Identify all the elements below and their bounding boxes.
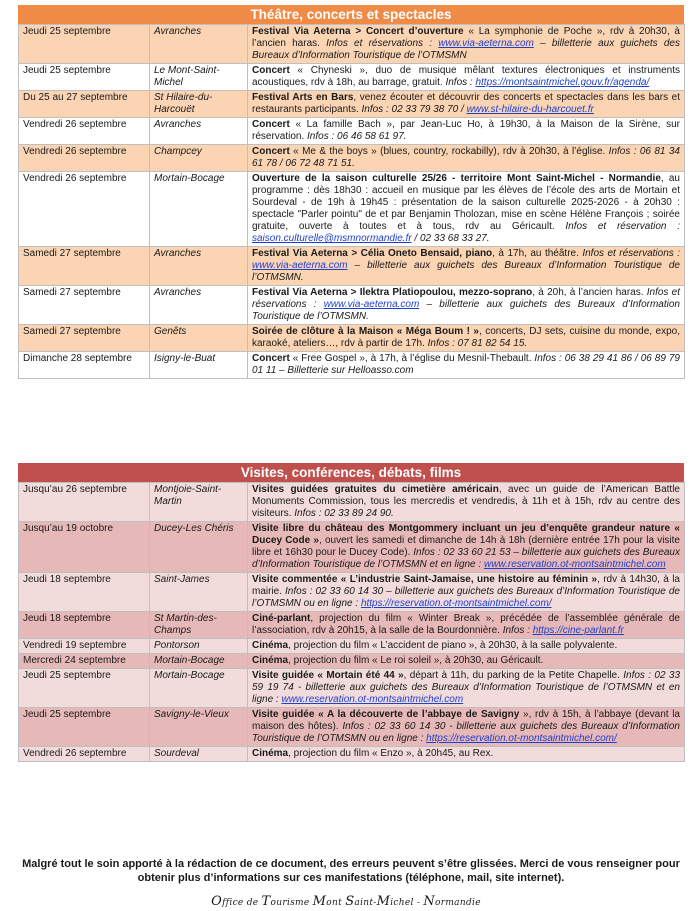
event-text: , avec un guide de l’American Battle Monuments Commission, tous les mercredis et vendredis, à 11h et à 15h, rdv au centre des visiteurs. (252, 484, 680, 519)
event-row (19, 64, 685, 91)
event-title: Ciné-parlant (252, 613, 311, 624)
event-text: , rdv à 14h30, à la mairie. (252, 574, 680, 597)
event-place: Ducey-Les Chéris (150, 522, 248, 573)
event-title: Cinéma (252, 748, 289, 759)
event-title: Visite commentée « L’industrie Saint-Jamaise, une histoire au féminin » (252, 574, 598, 585)
event-title: Cinéma (252, 655, 289, 666)
event-description (248, 325, 685, 352)
event-row (19, 708, 685, 747)
event-text: , projection du film « Winter Break », précédée de l’assemblée générale de l’association, rdv à 20h15, à la salle de la Bourdonnière. (252, 613, 680, 636)
event-place: Avranches (150, 118, 248, 145)
event-date: Jeudi 25 septembre (19, 64, 150, 91)
event-row (19, 145, 685, 172)
event-info: Infos et réservations : (252, 287, 680, 310)
event-link[interactable]: https://montsaintmichel.gouv.fr/agenda/ (475, 77, 650, 88)
event-date: Vendredi 26 septembre (19, 145, 150, 172)
event-place: Le Mont-Saint-Michel (150, 64, 248, 91)
event-place: Sourdeval (150, 747, 248, 762)
event-description (248, 247, 685, 286)
event-link[interactable]: www.st-hilaire-du-harcouet.fr (466, 104, 594, 115)
event-row (19, 172, 685, 247)
event-title: Concert (252, 146, 290, 157)
event-row (19, 573, 685, 612)
event-info: Infos : 02 33 59 19 74 - billetterie aux guichets des Bureaux d’Information Touristique de l’OTMSMN et en ligne : (252, 670, 681, 705)
event-text: , projection du film « Le roi soleil », à 20h30, au Géricault. (288, 655, 544, 666)
event-title: Festival Via Aeterna > Ilektra Platiopoulou, mezzo-soprano (252, 287, 533, 298)
event-row (19, 654, 685, 669)
event-date: Jeudi 18 septembre (19, 573, 150, 612)
event-link[interactable]: www.reservation.ot-montsaintmichel.com (281, 694, 464, 705)
event-place: Saint-James (150, 573, 248, 612)
event-row (19, 639, 685, 654)
event-row (19, 286, 685, 325)
event-info: Infos : 06 38 29 41 86 / 06 89 79 01 11 – Billetterie sur Helloasso.com (252, 353, 680, 376)
event-description (248, 708, 685, 747)
event-place: Champcey (150, 145, 248, 172)
section-visites (18, 463, 684, 762)
event-description (248, 64, 685, 91)
event-date: Samedi 27 septembre (19, 325, 150, 352)
event-place: Savigny-le-Vieux (150, 708, 248, 747)
event-row (19, 669, 685, 708)
section-title: Visites, conférences, débats, films (18, 463, 684, 482)
event-text: , départ à 11h, du parking de la Petite Chapelle. (403, 670, 624, 681)
event-row (19, 612, 685, 639)
event-text: , au programme : dès 18h30 : accueil en musique par les élèves de l’école des arts de Mortain et Sourdeval - de 19h à 19h45 : présentation de la saison culturelle 2025-2026 - à 20h30 : spectacle "Parler pointu" de et par Benjamin Tholozan, mise en scène Hélène François ; soirée gratuite, ouverte à toutes et à tous, rdv au Géricault. (252, 173, 680, 232)
event-text: « Free Gospel », à 17h, à l’église du Mesnil-Thebault. (289, 353, 535, 364)
event-info: Infos et réservation : (565, 221, 680, 232)
event-title: Festival Via Aeterna > Concert d’ouverture (252, 26, 464, 37)
event-description (248, 654, 685, 669)
event-title: Festival Via Aeterna > Célia Oneto Bensaid, piano (252, 248, 493, 259)
event-description (248, 522, 685, 573)
events-table (18, 24, 685, 379)
event-date: Jusqu’au 26 septembre (19, 483, 150, 522)
event-row (19, 118, 685, 145)
event-description (248, 25, 685, 64)
event-row (19, 522, 685, 573)
event-info: Infos : 02 33 79 38 70 / (361, 104, 467, 115)
event-text: « La famille Bach », par Jean-Luc Ho, à 19h30, à la Maison de la Sirène, sur réservation. (252, 119, 680, 142)
signature-logo: Office de Tourisme Mont Saint-Michel - Normandie (211, 894, 481, 909)
event-link[interactable]: www.via-aeterna.com (323, 299, 420, 310)
event-info: Infos : 02 33 60 14 30 – billetterie aux guichets des Bureaux d’Information Touristique de l’OTMSMN ou en ligne : (252, 586, 680, 609)
event-title: Concert (252, 65, 290, 76)
event-description (248, 352, 685, 379)
event-text: , concerts, DJ sets, cuisine du monde, expo, karaoké, ateliers…, rdv à partir de 17h. (252, 326, 680, 349)
event-date: Samedi 27 septembre (19, 247, 150, 286)
event-title: Ouverture de la saison culturelle 25/26 - territoire Mont Saint-Michel - Normandie (252, 173, 661, 184)
event-description (248, 172, 685, 247)
event-row (19, 247, 685, 286)
event-info: Infos : 02 33 60 21 53 – billetterie aux guichets des Bureaux d’Information Touristique de l’OTMSMN et en ligne : (252, 547, 680, 570)
event-link[interactable]: saison.culturelle@msmnormandie.fr (252, 233, 412, 244)
event-title: Visite guidée « A la découverte de l’abbaye de Savigny (252, 709, 520, 720)
event-place: Mortain-Bocage (150, 172, 248, 247)
event-text: », rdv à 15h, à l’abbaye (devant la maison des hôtes). (252, 709, 680, 732)
event-place: Mortain-Bocage (150, 669, 248, 708)
event-place: St Martin-des-Champs (150, 612, 248, 639)
event-link[interactable]: https://reservation.ot-montsaintmichel.com/ (360, 598, 552, 609)
event-date: Jusqu’au 19 octobre (19, 522, 150, 573)
event-place: St Hilaire-du-Harcouët (150, 91, 248, 118)
event-description (248, 286, 685, 325)
event-row (19, 325, 685, 352)
event-title: Soirée de clôture à la Maison « Méga Boum ! » (252, 326, 479, 337)
event-row (19, 25, 685, 64)
event-row (19, 483, 685, 522)
event-place: Genêts (150, 325, 248, 352)
event-date: Jeudi 25 septembre (19, 25, 150, 64)
event-place: Montjoie-Saint-Martin (150, 483, 248, 522)
event-date: Vendredi 26 septembre (19, 747, 150, 762)
event-place: Avranches (150, 25, 248, 64)
event-info: Infos : 06 81 34 61 78 / 06 72 48 71 51. (252, 146, 680, 169)
section-title: Théâtre, concerts et spectacles (18, 5, 684, 24)
event-date: Jeudi 25 septembre (19, 708, 150, 747)
event-description (248, 573, 685, 612)
event-title: Concert (252, 353, 290, 364)
event-row (19, 352, 685, 379)
event-text: « Chyneski », duo de musique mêlant textures électroniques et instruments acoustiques, rdv à 18h, au barrage, gratuit. (252, 65, 680, 88)
event-info: – billetterie aux guichets des Bureaux d’Information Touristique de l’OTMSMN (252, 38, 680, 61)
event-title: Visites guidées gratuites du cimetière américain (252, 484, 499, 495)
event-description (248, 145, 685, 172)
event-date: Jeudi 25 septembre (19, 669, 150, 708)
event-place: Isigny-le-Buat (150, 352, 248, 379)
event-text: « Me & the boys » (blues, country, rockabilly), rdv à 20h30, à l’église. (289, 146, 609, 157)
event-description (248, 747, 685, 762)
event-place: Mortain-Bocage (150, 654, 248, 669)
event-title: Visite libre du château des Montgommery incluant un jeu d’enquête grandeur nature « Ducey Code » (252, 523, 680, 546)
event-description (248, 612, 685, 639)
event-date: Vendredi 26 septembre (19, 172, 150, 247)
events-table (18, 482, 685, 762)
event-row (19, 747, 685, 762)
event-title: Cinéma (252, 640, 289, 651)
event-text: , ouvert les samedi et dimanche de 14h à 18h (dernière entrée 17h pour la visite libre et 16h30 pour le Ducey Code). (252, 535, 680, 558)
event-row (19, 91, 685, 118)
event-description (248, 91, 685, 118)
event-text: « La symphonie de Poche », rdv à 20h30, à l’ancien haras. (252, 26, 680, 49)
event-info: Infos : 02 33 89 24 90. (294, 508, 394, 519)
event-link[interactable]: www.reservation.ot-montsaintmichel.com (483, 559, 666, 570)
event-date: Mercredi 24 septembre (19, 654, 150, 669)
event-info: Infos : 02 33 60 14 30 - billetterie aux guichets des Bureaux d’Information Touristique de l’OTMSMN ou en ligne : (252, 721, 680, 744)
event-text: , projection du film « L’accident de piano », à 20h30, à la salle polyvalente. (288, 640, 618, 651)
event-link[interactable]: www.via-aeterna.com (252, 260, 348, 271)
event-link[interactable]: https://reservation.ot-montsaintmichel.com/ (426, 733, 617, 744)
event-description (248, 118, 685, 145)
event-text: , projection du film « Enzo », à 20h45, au Rex. (288, 748, 494, 759)
event-link[interactable]: www.via-aeterna.com (438, 38, 534, 49)
event-description (248, 669, 685, 708)
event-info: – billetterie aux guichets des Bureaux d’Information Touristique de l’OTMSMN. (252, 299, 680, 322)
event-description (248, 639, 685, 654)
event-title: Concert (252, 119, 290, 130)
event-info: Infos : 07 81 82 54 15. (427, 338, 528, 349)
event-date: Vendredi 19 septembre (19, 639, 150, 654)
event-info: Infos : 06 46 58 61 97. (307, 131, 407, 142)
event-title: Festival Arts en Bars (252, 92, 354, 103)
event-date: Samedi 27 septembre (19, 286, 150, 325)
event-place: Pontorson (150, 639, 248, 654)
disclaimer: Malgré tout le soin apporté à la rédaction de ce document, des erreurs peuvent s’être glissées. Merci de vous renseigner pour obtenir plus d’informations sur ces manifestations (téléphone, mail, site internet). (22, 858, 680, 884)
event-info: Infos et réservations : (326, 38, 439, 49)
section-spectacles (18, 5, 684, 379)
event-date: Vendredi 26 septembre (19, 118, 150, 145)
event-link[interactable]: https://cine-parlant.fr (532, 625, 624, 636)
event-date: Dimanche 28 septembre (19, 352, 150, 379)
event-info: Infos et réservations : (582, 248, 681, 259)
event-info: / 02 33 68 33 27. (411, 233, 490, 244)
event-info: – billetterie aux guichets des Bureaux d’Information Touristique de l’OTMSMN. (252, 260, 680, 283)
event-text: , venez écouter et découvrir des concerts et spectacles dans les bars et restaurants participants. (252, 92, 680, 115)
event-place: Avranches (150, 286, 248, 325)
event-place: Avranches (150, 247, 248, 286)
event-title: Visite guidée « Mortain été 44 » (252, 670, 404, 681)
event-info: Infos : (502, 625, 533, 636)
event-date: Jeudi 18 septembre (19, 612, 150, 639)
event-description (248, 483, 685, 522)
event-info: Infos : (445, 77, 476, 88)
event-text: , à 17h, au théâtre. (492, 248, 583, 259)
event-date: Du 25 au 27 septembre (19, 91, 150, 118)
event-text: , à 20h, à l’ancien haras. (532, 287, 647, 298)
